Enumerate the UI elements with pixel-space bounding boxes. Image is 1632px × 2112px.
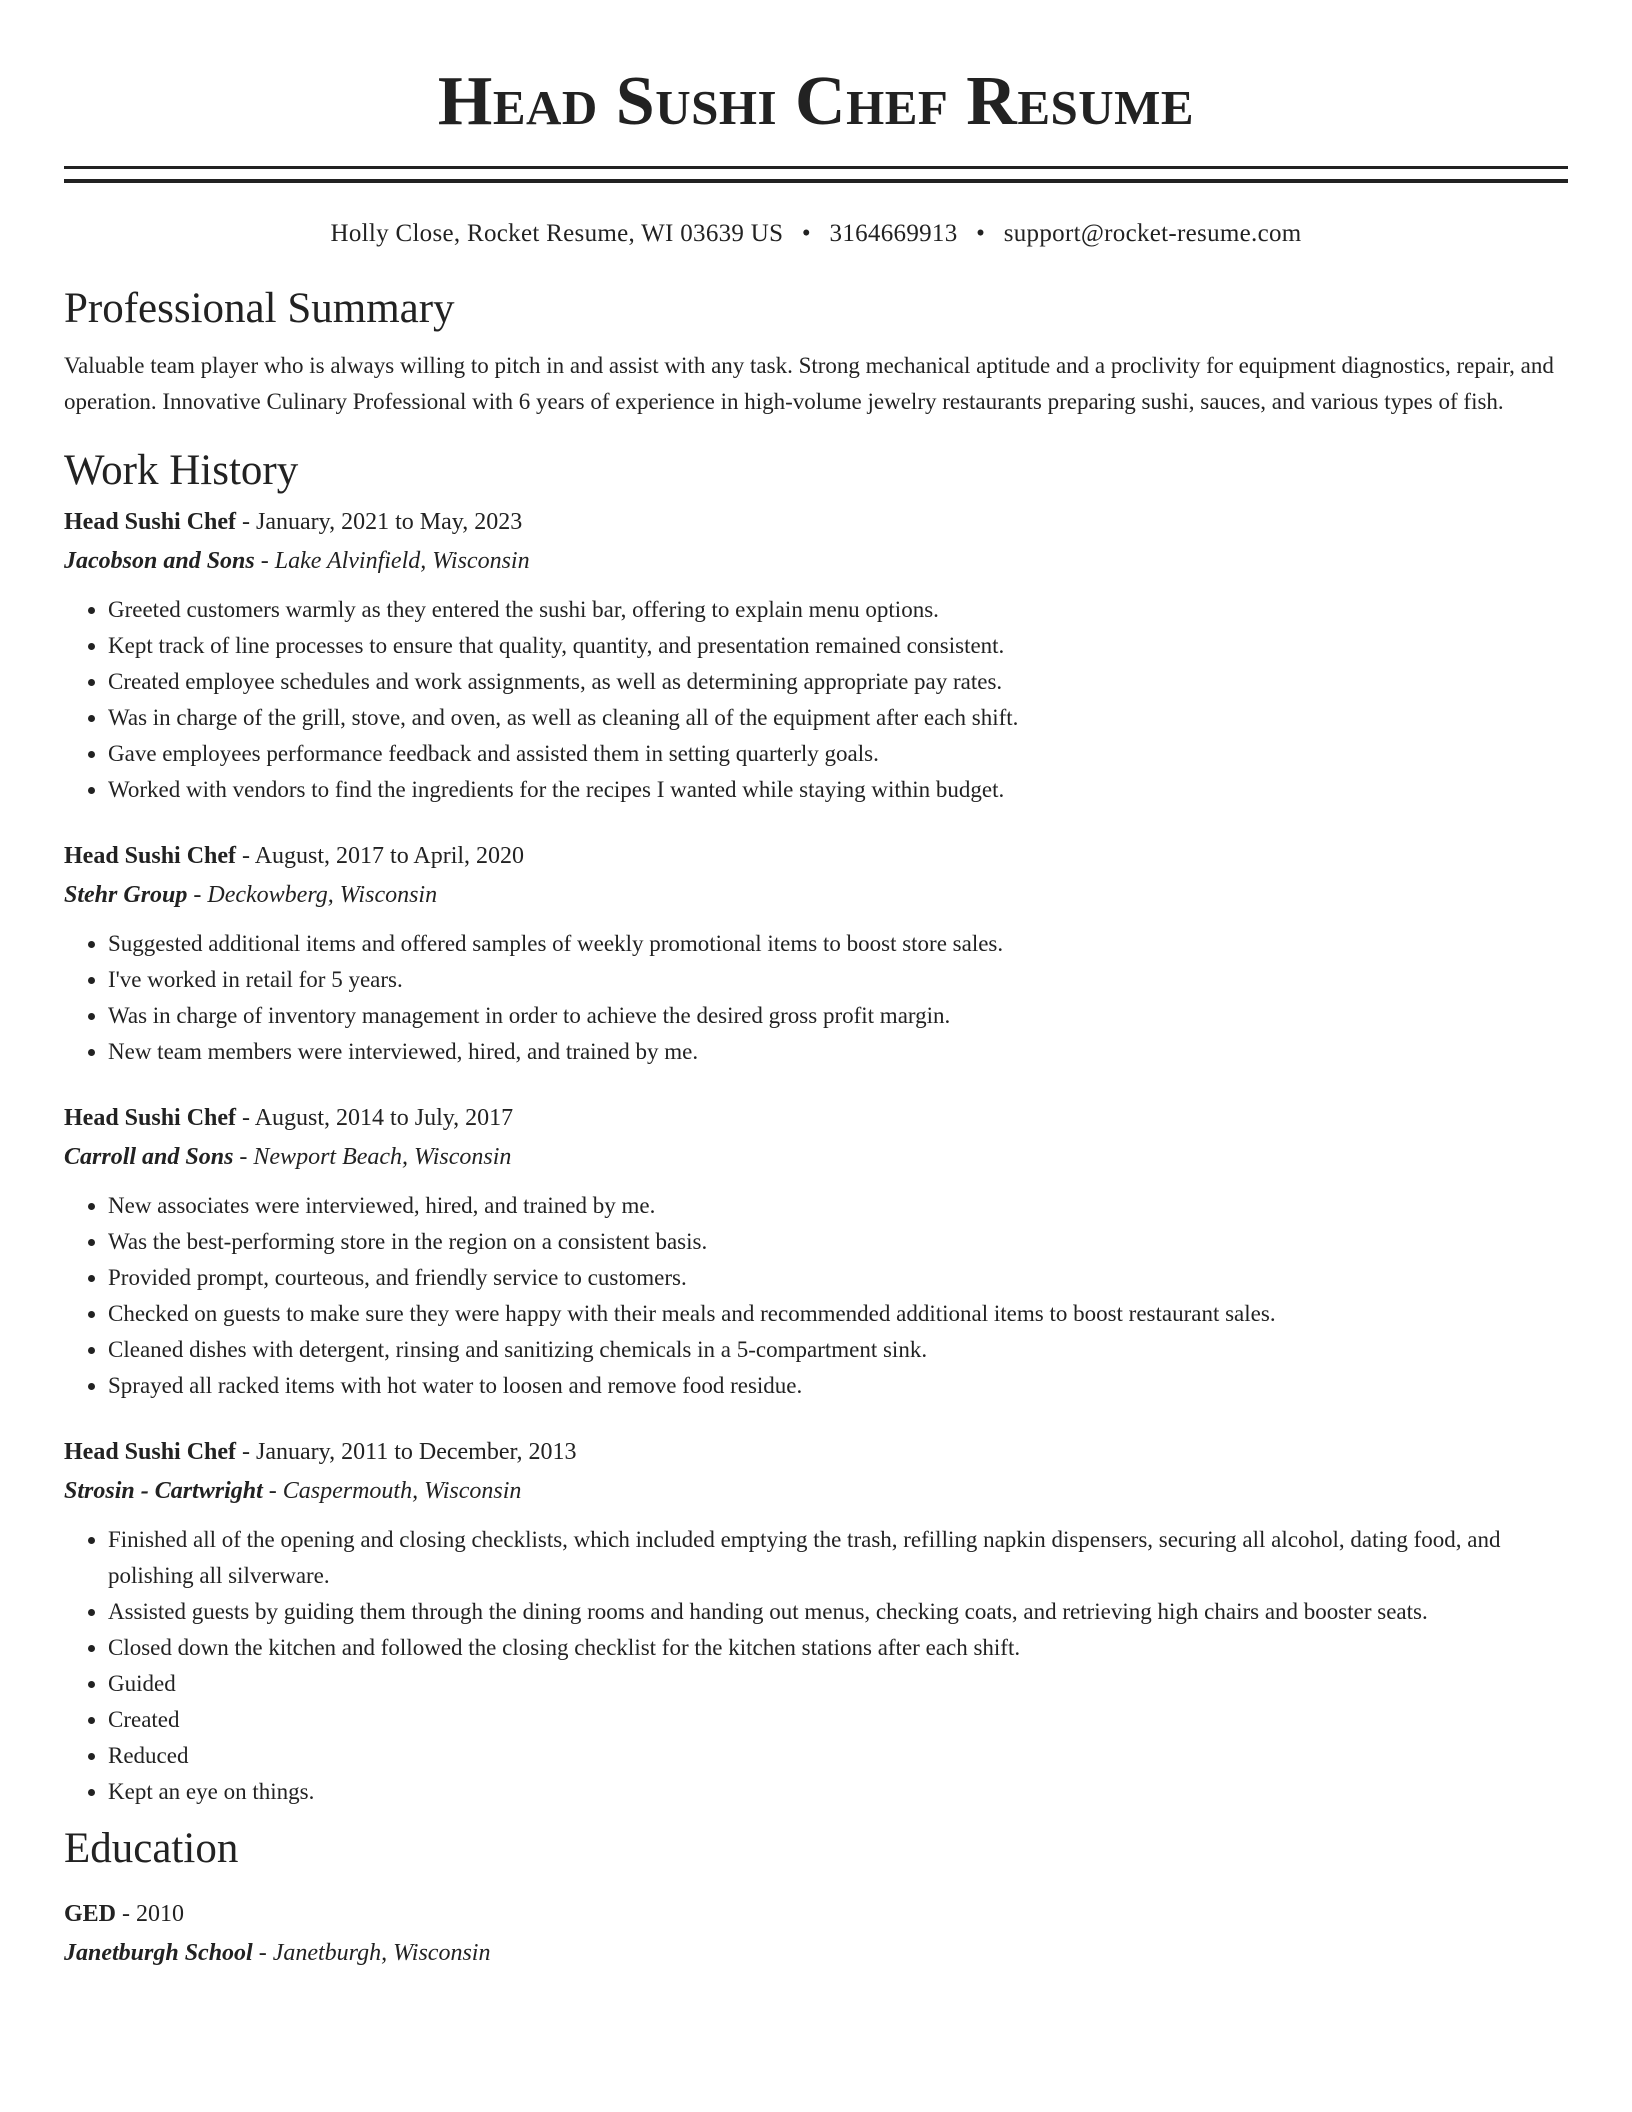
job-duty-item: • Guided [108, 1666, 1568, 1702]
contact-line [64, 218, 1568, 250]
job-duties-list [64, 1522, 1568, 1810]
job-duty-item: • New associates were interviewed, hired, and trained by me. [108, 1188, 1568, 1224]
job-entry [64, 1432, 1568, 1810]
summary-heading: Professional Summary [64, 285, 455, 332]
job-location: - Lake Alvinfield, Wisconsin [254, 548, 530, 574]
education-degree-line [64, 1894, 1568, 1934]
resume-title: Head Sushi Chef Resume [437, 63, 1195, 140]
job-duty-item: • Created [108, 1702, 1568, 1738]
contact-address: Holly Close, Rocket Resume, WI 03639 US [330, 220, 784, 247]
job-dates: - January, 2011 to December, 2013 [236, 1439, 577, 1465]
job-duty-item: • Reduced [108, 1738, 1568, 1774]
job-duties-list [64, 1188, 1568, 1404]
contact-separator: • [801, 220, 811, 247]
job-title-line [64, 1098, 1568, 1138]
job-duty-item: • Gave employees performance feedback and assisted them in setting quarterly goals. [108, 736, 1568, 772]
job-dates: - August, 2014 to July, 2017 [236, 1105, 514, 1131]
job-duty-item: • Was in charge of inventory management in order to achieve the desired gross profit margin. [108, 998, 1568, 1034]
job-duty-item: • Cleaned dishes with detergent, rinsing and sanitizing chemicals in a 5-compartment sink. [108, 1332, 1568, 1368]
job-employer: Stehr Group [64, 882, 188, 908]
contact-separator: • [976, 220, 986, 247]
job-location: - Caspermouth, Wisconsin [262, 1478, 522, 1504]
job-title: Head Sushi Chef [64, 1439, 237, 1465]
job-employer-line [64, 542, 1568, 580]
job-duty-item: • New team members were interviewed, hired, and trained by me. [108, 1034, 1568, 1070]
job-duty-item: • Created employee schedules and work assignments, as well as determining appropriate pay rates. [108, 664, 1568, 700]
job-duty-item: • Closed down the kitchen and followed the closing checklist for the kitchen stations after each shift. [108, 1630, 1568, 1666]
job-entry [64, 836, 1568, 1070]
contact-phone: 3164669913 [829, 220, 958, 247]
job-duty-item: • Kept an eye on things. [108, 1774, 1568, 1810]
job-title: Head Sushi Chef [64, 843, 237, 869]
job-duty-item: • Finished all of the opening and closing checklists, which included emptying the trash, refilling napkin dispensers, securing all alcohol, dating food, and polishing all silverware. [108, 1522, 1568, 1594]
title-double-rule [64, 166, 1568, 183]
job-title: Head Sushi Chef [64, 509, 237, 535]
job-duty-item: • Greeted customers warmly as they entered the sushi bar, offering to explain menu options. [108, 592, 1568, 628]
job-entry [64, 502, 1568, 808]
job-location: - Newport Beach, Wisconsin [233, 1144, 512, 1170]
job-duty-item: • Suggested additional items and offered samples of weekly promotional items to boost store sales. [108, 926, 1568, 962]
job-location: - Deckowberg, Wisconsin [187, 882, 438, 908]
education-degree: GED [64, 1901, 117, 1927]
job-duty-item: • Sprayed all racked items with hot water to loosen and remove food residue. [108, 1368, 1568, 1404]
work-history-list [64, 502, 1568, 1810]
contact-email: support@rocket-resume.com [1003, 220, 1302, 247]
job-duty-item: • Kept track of line processes to ensure that quality, quantity, and presentation remained consistent. [108, 628, 1568, 664]
job-duty-item: • Provided prompt, courteous, and friendly service to customers. [108, 1260, 1568, 1296]
education-school-line [64, 1934, 1568, 1972]
education-school: Janetburgh School [64, 1940, 253, 1966]
job-duty-item: • Was the best-performing store in the region on a consistent basis. [108, 1224, 1568, 1260]
job-employer: Jacobson and Sons [64, 548, 255, 574]
job-duties-list [64, 926, 1568, 1070]
summary-text: Valuable team player who is always willing to pitch in and assist with any task. Strong mechanical aptitude and a proclivity for equipment diagnostics, repair, and operation. Innovative Culinary Professional with 6 years of experience in high-volume jewelry restaurants preparing sushi, sauces, and various types of fish. [64, 353, 1554, 414]
job-duty-item: • I've worked in retail for 5 years. [108, 962, 1568, 998]
job-duty-item: • Was in charge of the grill, stove, and oven, as well as cleaning all of the equipment after each shift. [108, 700, 1568, 736]
job-employer-line [64, 1138, 1568, 1176]
job-duty-item: • Worked with vendors to find the ingredients for the recipes I wanted while staying within budget. [108, 772, 1568, 808]
job-title-line [64, 836, 1568, 876]
job-title-line [64, 1432, 1568, 1472]
job-duties-list [64, 592, 1568, 808]
job-entry [64, 1098, 1568, 1404]
job-employer: Strosin - Cartwright [64, 1478, 263, 1504]
education-location: - Janetburgh, Wisconsin [252, 1940, 491, 1966]
job-duty-item: • Checked on guests to make sure they were happy with their meals and recommended additional items to boost restaurant sales. [108, 1296, 1568, 1332]
education-heading: Education [64, 1825, 239, 1872]
job-duty-item: • Assisted guests by guiding them through the dining rooms and handing out menus, checking coats, and retrieving high chairs and booster seats. [108, 1594, 1568, 1630]
education-year: - 2010 [116, 1901, 185, 1927]
job-employer: Carroll and Sons [64, 1144, 234, 1170]
job-title: Head Sushi Chef [64, 1105, 237, 1131]
work-history-heading: Work History [64, 447, 299, 494]
job-title-line [64, 502, 1568, 542]
job-dates: - August, 2017 to April, 2020 [236, 843, 525, 869]
job-dates: - January, 2021 to May, 2023 [236, 509, 523, 535]
job-employer-line [64, 876, 1568, 914]
job-employer-line [64, 1472, 1568, 1510]
